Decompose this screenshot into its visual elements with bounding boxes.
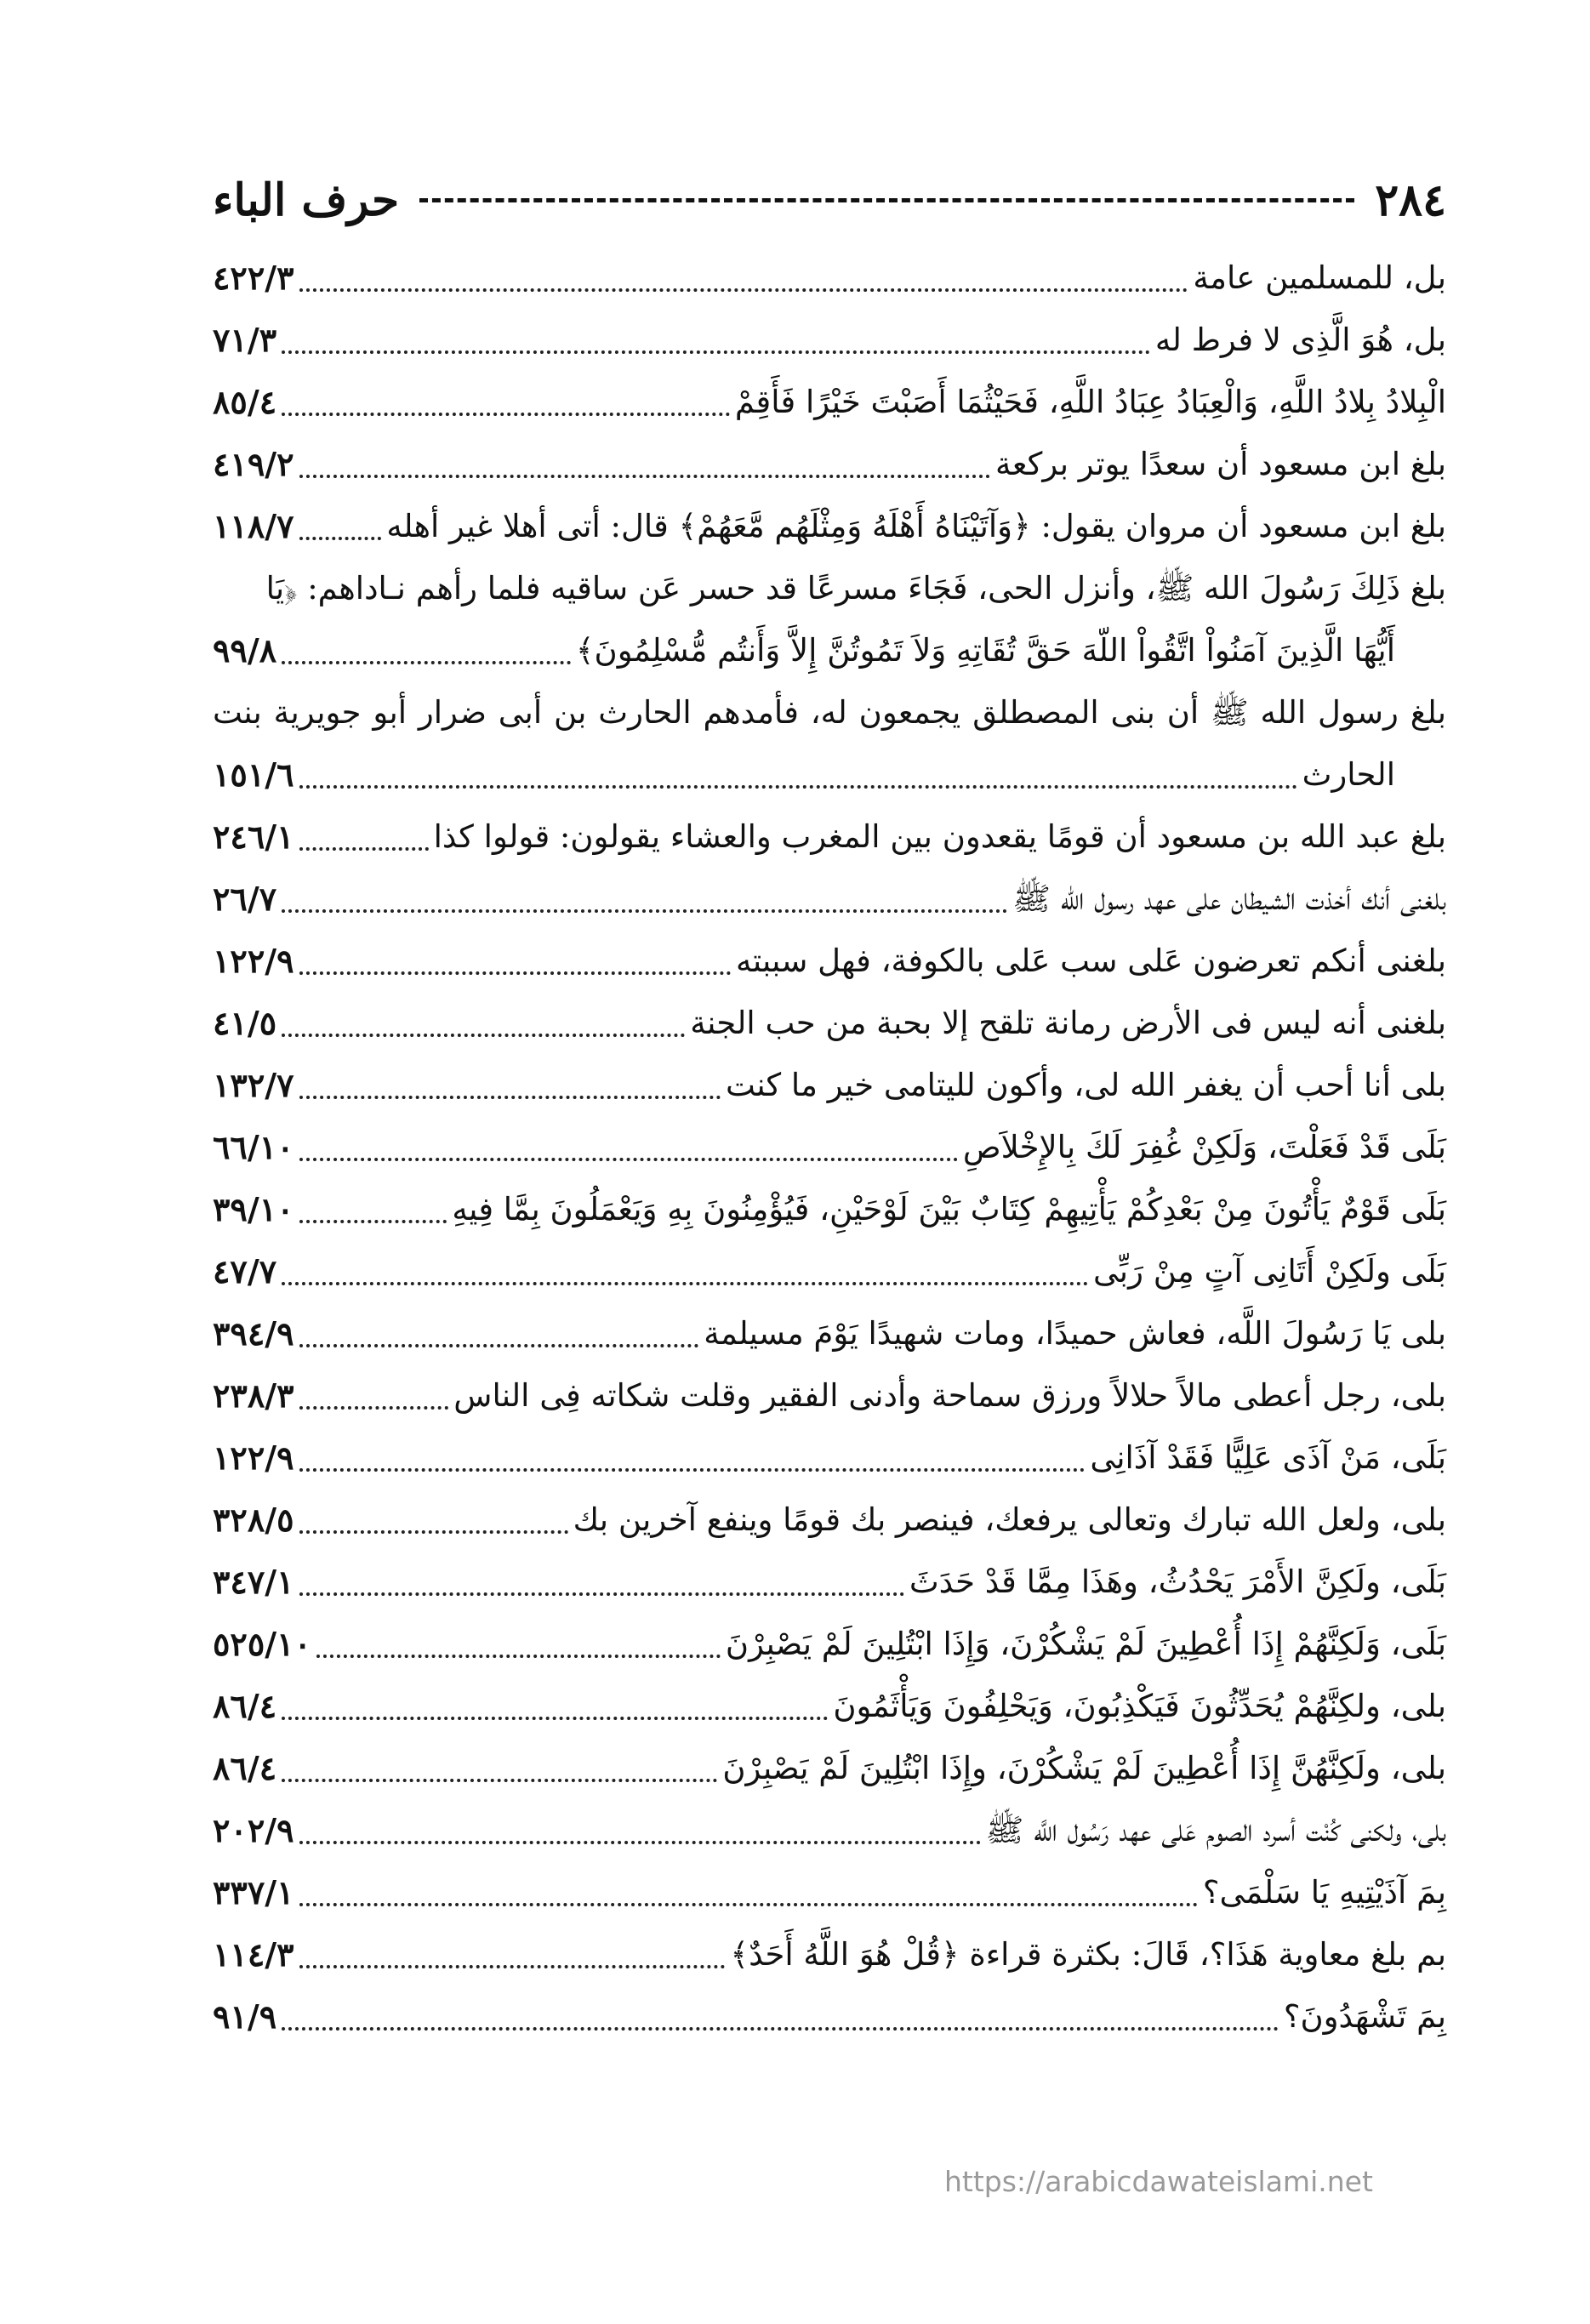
entry-word: أبى [498,694,543,731]
entry-reference: ٨٦/٤ [213,1687,277,1725]
entry-word: الله [1260,694,1307,731]
entry-reference: ٩٩/٨ [213,631,277,669]
dot-leader [299,1841,981,1844]
index-entry [213,1675,1446,1737]
index-entry [213,1427,1446,1489]
entry-reference: ٣٣٧/١ [213,1873,294,1911]
entry-reference: ١٥١/٦ [213,755,294,794]
dot-leader [282,909,1007,913]
entry-text: بلغ ابن مسعود أن سعدًا يوتر بركعة [995,446,1446,482]
index-entry [213,1240,1446,1302]
entry-reference: ٤٢٢/٣ [213,259,294,297]
dot-leader [299,1220,447,1223]
entry-reference: ١١٤/٣ [213,1935,294,1974]
entry-reference: ١٣٢/٧ [213,1066,294,1104]
dot-leader [282,350,1150,354]
entry-text: بلى أنا أحب أن يغفر الله لى، وأكون لليتامى خير ما كنت [725,1067,1446,1103]
entry-word: أن [1166,694,1200,731]
index-entry [213,868,1446,930]
index-entry [213,371,1446,433]
entry-text: بلغ ابن مسعود أن مروان يقول: ﴿وَآتَيْنَاهُ أَهْلَهُ وَمِثْلَهُم مَّعَهُمْ﴾ قال: أتى أهلا غير أهله [386,508,1446,544]
entry-line [213,619,1446,681]
entry-reference: ٣٩٤/٩ [213,1314,294,1353]
index-entry-multiline [213,557,1446,681]
entry-reference: ٥٢٥/١٠ [213,1625,311,1663]
entry-text: بلى، ولَكِنَّهُنَّ إِذَا أُعْطِينَ لَمْ يَشْكُرْنَ، وإِذَا ابْتُلِينَ لَمْ يَصْبِرْنَ [722,1750,1446,1786]
dot-leader [282,1282,1088,1285]
index-entry [213,1054,1446,1116]
section-title: حرف الباء [213,174,400,226]
dot-leader [282,413,730,416]
entry-text: بلى يَا رَسُولَ اللَّه، فعاش حميدًا، ومات شهيدًا يَوْمَ مسيلمة [704,1315,1446,1352]
dot-leader [299,1903,1198,1906]
entry-word: بلغ [1410,694,1446,731]
index-entry [213,1551,1446,1613]
dot-leader [299,1530,568,1534]
index-entry [213,309,1446,371]
entry-text: بل، هُوَ الَّذِى لا فرط له [1154,322,1446,358]
entry-text: بَلَى، ولَكِنَّ الأَمْرَ يَحْدُثُ، وهَذَا مِمَّا قَدْ حَدَثَ [909,1564,1446,1600]
entry-reference: ٤١/٥ [213,1004,277,1042]
index-entry-multiline [213,681,1446,806]
entry-text: بلى، ولكنى كُنْت أسرد الصوم عَلى عهد رَسُول اللَّه ﷺ [985,1812,1446,1848]
entry-text: الحارث [1302,756,1395,793]
dot-leader [282,2027,1279,2031]
entry-word: الحارث [598,694,692,731]
entry-text: بلغ عبد الله بن مسعود أن قومًا يقعدون بين المغرب والعشاء يقولون: قولوا كذا [433,818,1446,855]
entry-word: أبو [373,694,407,731]
entry-word: ﷺ [1211,694,1249,731]
dot-leader [299,1965,726,1968]
header-rule [419,198,1354,202]
entry-reference: ٤١٩/٢ [213,445,294,483]
index-entries [213,247,1446,2048]
entry-text: بِمَ تَشْهَدُونَ؟ [1283,1998,1446,2035]
index-entry [213,1985,1446,2048]
page-number: ٢٨٤ [1375,174,1446,226]
entry-word: بنى [1110,694,1155,731]
entry-word: ضرار [418,694,487,731]
entry-word: المصطلق [972,694,1099,731]
entry-reference: ٢٦/٧ [213,880,277,918]
page-header [213,162,1446,238]
index-entry [213,1923,1446,1985]
index-entry [213,1737,1446,1799]
dot-leader [282,1034,685,1037]
watermark: https://arabicdawateislami.net [944,2165,1373,2198]
entry-text: بلغنى أنه ليس فى الأرض رمانة تلقح إلا بحبة من حب الجنة [690,1005,1446,1041]
entry-reference: ٨٥/٤ [213,383,277,421]
index-entry [213,992,1446,1054]
dot-leader [282,661,571,664]
entry-reference: ٤٧/٧ [213,1252,277,1290]
index-entry [213,1489,1446,1551]
index-entry [213,495,1446,557]
entry-reference: ١٢٢/٩ [213,1438,294,1477]
entry-text: بَلَى قَدْ فَعَلْتَ، وَلَكِنْ غُفِرَ لَكَ بِالإِخْلاَصِ [962,1129,1446,1165]
entry-text: بلغنى أنكم تعرضون عَلى سب عَلى بالكوفة، فهل سببته [735,943,1446,979]
index-entry [213,1302,1446,1364]
entry-text: بلى، ولعل الله تبارك وتعالى يرفعك، فينصر بك قومًا وينفع آخرين بك [573,1501,1446,1538]
dot-leader [299,1158,958,1161]
entry-word: رسول [1318,694,1399,731]
entry-line [213,557,1446,619]
dot-leader [299,1096,721,1099]
entry-reference: ٦٦/١٠ [213,1128,294,1166]
index-entry [213,1799,1446,1861]
index-entry [213,1861,1446,1923]
dot-leader [316,1655,721,1658]
entry-reference: ٢٤٦/١ [213,817,294,856]
dot-leader [299,1344,699,1347]
entry-reference: ٩١/٩ [213,1997,277,2036]
entry-reference: ٣٢٨/٥ [213,1501,294,1539]
entry-reference: ١١٨/٧ [213,507,294,545]
dot-leader [299,1468,1086,1472]
entry-text: بَلَى، وَلَكِنَّهُمْ إِذَا أُعْطِينَ لَمْ يَشْكُرْنَ، وَإِذَا ابْتُلِينَ لَمْ يَصْبِرْنَ [725,1626,1446,1662]
entry-text: بلى، ولكِنَّهُمْ يُحَدِّثُونَ فَيَكْذِبُونَ، وَيَحْلِفُونَ وَيَأْثَمُونَ [833,1688,1446,1724]
entry-text: الْبِلادُ بِلادُ اللَّهِ، وَالْعِبَادُ عِبَادُ اللَّهِ، فَحَيْثُمَا أَصَبْتَ خَيْرًا فَأَقِمْ [734,384,1446,420]
index-entry [213,1116,1446,1178]
dot-leader [299,847,429,851]
entry-word: بنت [213,694,262,731]
dot-leader [282,1717,828,1720]
entry-reference: ٧١/٣ [213,321,277,359]
entry-text: بلغنى أنك أخذت الشيطان على عهد رسول الله ﷺ [1012,880,1446,917]
entry-text: بَلَى قَوْمٌ يَأْتُونَ مِنْ بَعْدِكُمْ يَأْتِيهِمْ كِتَابٌ بَيْنَ لَوْحَيْنِ، فَيُؤْمِنُونَ بِهِ وَيَعْمَلُونَ بِمَّا فِيهِ [452,1191,1446,1228]
entry-reference: ٢٠٢/٩ [213,1811,294,1849]
entry-text: بلى، رجل أعطى مالاً حلالاً ورزق سماحة وأدنى الفقير وقلت شكاته فِى الناس [453,1377,1446,1414]
dot-leader [299,475,991,478]
entry-word: له، [810,694,847,731]
entry-word: فأمدهم [703,694,799,731]
entry-text: بل، للمسلمين عامة [1193,259,1446,296]
dot-leader [299,288,1188,292]
index-entry [213,1178,1446,1240]
entry-reference: ٣٤٧/١ [213,1563,294,1601]
entry-text: بم بلغ معاوية هَذَا؟، قَالَ: بكثرة قراءة ﴿قُلْ هُوَ اللَّهُ أَحَدٌ﴾ [730,1936,1446,1973]
entry-word: بن [553,694,587,731]
index-entry [213,433,1446,495]
entry-text: بلغ ذَلِكَ رَسُولَ الله ﷺ، وأنزل الحى، فَجَاءَ مسرعًا قد حسر عَن ساقيه فلما رأهم نـاداهم: ﴿يَا [265,570,1446,607]
dot-leader [299,1592,904,1596]
entry-reference: ١٢٢/٩ [213,942,294,980]
entry-word: جويرية [273,694,362,731]
entry-reference: ٣٩/١٠ [213,1190,294,1228]
index-entry [213,930,1446,992]
entry-word: يجمعون [858,694,961,731]
entry-reference: ٨٦/٤ [213,1749,277,1787]
entry-line [213,743,1446,806]
entry-text: بَلَى ولَكِنْ أَتَانِى آتٍ مِنْ رَبِّى [1092,1253,1446,1290]
dot-leader [299,971,731,975]
index-entry [213,1364,1446,1427]
entry-reference: ٢٣٨/٣ [213,1376,294,1415]
index-entry [213,806,1446,868]
index-entry [213,1613,1446,1675]
entry-text: بِمَ آذَيْتِيهِ يَا سَلْمَى؟ [1202,1874,1446,1911]
entry-text: بَلَى، مَنْ آذَى عَلِيًّا فَقَدْ آذَانِى [1090,1439,1446,1476]
dot-leader [282,1779,717,1782]
entry-text: أَيُّهَا الَّذِينَ آمَنُواْ اتَّقُواْ اللّهَ حَقَّ تُقَاتِهِ وَلاَ تَمُوتُنَّ إِلاَّ وَأَنتُم مُّسْلِمُونَ﴾ [575,632,1395,669]
entry-line [213,681,1446,743]
dot-leader [299,785,1297,789]
index-entry [213,247,1446,309]
dot-leader [299,537,382,540]
dot-leader [299,1406,449,1410]
